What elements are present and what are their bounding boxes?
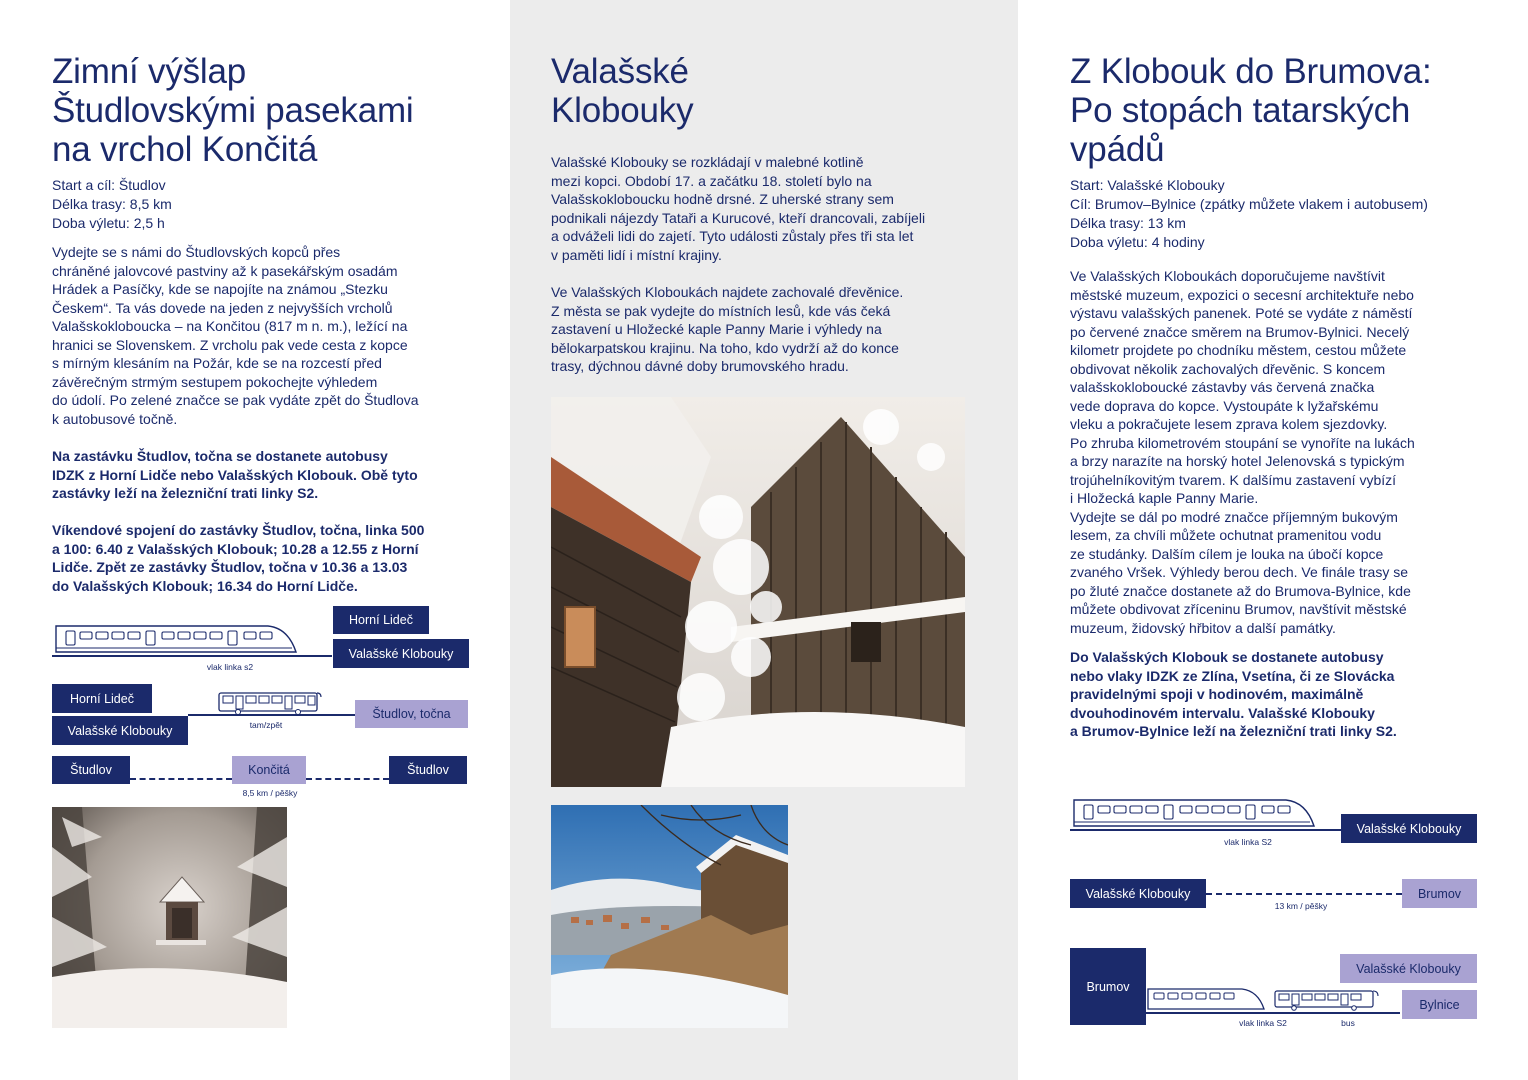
meta-duration: Doba výletu: 4 hodiny [1070, 234, 1205, 250]
panel1-weekend-timetable [52, 521, 424, 595]
panel1-title [52, 52, 414, 169]
body-line: Českem“. Ta vás dovede na jeden z nejvyšších vrcholů [52, 299, 393, 316]
body-line: IDZK z Horní Lidče nebo Valašských Klobouk. Obě tyto [52, 466, 418, 483]
body-line: Valašskokloboucka – na Končitou (817 m n. m.), ležící na [52, 318, 408, 334]
body-line: Valašskokloboucku hodně drsné. Z uherské strany sem [551, 191, 894, 207]
return-end-valasske-klobouky: Valašské Klobouky [1340, 954, 1477, 983]
body-line: výstavu valašských panenek. Poté se vydáte z náměstí [1070, 305, 1413, 321]
body-line: Po zhruba kilometrovém stoupání se vynoříte na lukách [1070, 434, 1415, 451]
title-line: na vrchol Končitá [52, 130, 318, 169]
body-line: a brzy narazíte na horský hotel Jelenovská s typickým [1070, 453, 1405, 469]
body-line: nebo vlaky IDZK ze Zlína, Vsetína, či ze Slovácka [1070, 667, 1395, 684]
panel-valasske-klobouky [510, 0, 1018, 1080]
body-line: pravidelnými spoji v hodinovém, maximálně [1070, 686, 1364, 702]
title-line: Klobouky [551, 91, 694, 130]
body-line: Na zastávku Študlov, točna se dostanete autobusy [52, 448, 388, 464]
train-icon [52, 624, 298, 656]
body-line: Do Valašských Klobouk se dostanete autobusy [1070, 649, 1384, 665]
body-line: hranici se Slovenskem. Z vrcholu pak vede cesta z kopce [52, 336, 408, 353]
panel2-intro [551, 153, 925, 264]
train-icon [1070, 798, 1316, 830]
body-line: mezi kopci. Období 17. a začátku 18. století bylo na [551, 172, 872, 189]
stop-label-horni-lidec-bus: Horní Lideč [52, 684, 152, 713]
title-line: Po stopách tatarských [1070, 91, 1411, 130]
bus-icon [218, 691, 322, 715]
body-line: Z města se pak vydejte do místních lesů, kde vás čeká [551, 302, 891, 319]
body-line: do údolí. Po zelené značce se pak vydáte zpět do Študlova [52, 392, 419, 408]
return-route-line [1146, 1012, 1400, 1014]
bus-icon [1274, 989, 1380, 1011]
meta-duration: Doba výletu: 2,5 h [52, 215, 165, 231]
panel3-title [1070, 52, 1432, 169]
return-bus-caption: bus [1341, 1018, 1355, 1028]
body-line: bělokarpatskou krajinu. Na toho, kdo vydrží až do konce [551, 339, 899, 356]
body-line: zvaného Vršek. Výhledy berou dech. Ve finále trasy se [1070, 564, 1409, 580]
photo-town-view-winter [551, 805, 788, 1028]
title-line: Zimní výšlap [52, 52, 247, 91]
body-line: Vydejte se s námi do Študlovských kopců přes [52, 244, 341, 260]
walk-caption: 13 km / pěšky [1274, 901, 1328, 911]
panel-studlov-hike [0, 0, 510, 1080]
body-line: trojúhelníkovitým tvarem. K dalšímu zastavení vybízí [1070, 471, 1397, 488]
walk-end-brumov: Brumov [1402, 879, 1477, 908]
walk-route-line [130, 778, 232, 780]
title-line: Študlovskými pasekami [52, 91, 414, 130]
walk-start-studlov: Študlov [52, 756, 130, 784]
walk-route-line [306, 778, 389, 780]
panel1-body [52, 243, 419, 428]
stop-label-valasske-klobouky-bus: Valašské Klobouky [52, 716, 188, 745]
body-line: Hrádek a Pasíčky, kde se napojíte na známou „Stezku [52, 281, 388, 297]
body-line: valašskokloboucké zástavby vás červená značka [1070, 379, 1375, 395]
body-line: a odváželi lidi do zajetí. Tyto události zůstaly přes tři sta let [551, 228, 914, 244]
meta-start: Start: Valašské Klobouky [1070, 177, 1225, 193]
trip-meta [1070, 176, 1428, 252]
body-line: k autobusové točně. [52, 410, 178, 427]
body-line: a 100: 6.40 z Valašských Klobouk; 10.28 a 12.55 z Horní [52, 540, 419, 557]
walk-mid-koncita: Končitá [232, 756, 306, 784]
body-line: po žluté značce dostanete až do Brumova-Bylnice, kde [1070, 582, 1411, 599]
train-caption: vlak linka s2 [206, 662, 254, 672]
meta-length: Délka trasy: 8,5 km [52, 196, 172, 212]
walk-end-studlov: Študlov [389, 756, 467, 784]
body-line: Valašské Klobouky se rozkládají v malebné kotlině [551, 154, 864, 170]
body-line: Ve Valašských Kloboukách najdete zachovalé dřevěnice. [551, 284, 904, 300]
stop-label-studlov-tocna: Študlov, točna [355, 700, 468, 728]
body-line: podnikali nájezdy Tataři a Kurucové, kteří drancovali, zabíjeli [551, 209, 926, 226]
body-line: lesem, za chvíli můžete ochutnat pramenitou vodu [1070, 527, 1382, 543]
meta-start: Start a cíl: Študlov [52, 177, 166, 193]
train-track [1070, 829, 1342, 831]
walk-caption: 8,5 km / pěšky [242, 788, 298, 798]
walk-start-valasske-klobouky: Valašské Klobouky [1070, 879, 1206, 908]
body-line: Ve Valašských Kloboukách doporučujeme navštívit [1070, 268, 1385, 284]
body-line: a Brumov-Bylnice leží na železniční trati linky S2. [1070, 723, 1397, 739]
panel1-transport-info [52, 447, 418, 503]
body-line: vleku a pokračujete lesem zprava kolem sjezdovky. [1070, 416, 1388, 432]
trip-meta [52, 176, 172, 233]
return-start-brumov: Brumov [1070, 948, 1146, 1025]
meta-length: Délka trasy: 13 km [1070, 215, 1186, 231]
body-line: muzeum, židovský hřbitov a další památky. [1070, 619, 1336, 636]
body-line: trasy, dýchnou dávné doby brumovského hradu. [551, 358, 849, 374]
panel-klobouky-to-brumov [1018, 0, 1528, 1080]
stop-label-valasske-klobouky: Valašské Klobouky [333, 639, 469, 668]
body-line: obdivovat několik zachovalých dřevěnic. S koncem [1070, 360, 1386, 377]
body-line: i Hložecká kaple Panny Marie. [1070, 490, 1259, 506]
body-line: Vydejte se dál po modré značce příjemným bukovým [1070, 508, 1398, 525]
title-line: vpádů [1070, 130, 1165, 169]
body-line: Víkendové spojení do zastávky Študlov, točna, linka 500 [52, 522, 425, 538]
walk-route-line [1206, 893, 1402, 895]
train-caption: vlak linka S2 [1224, 837, 1272, 847]
body-line: s mírným klesáním na Požár, kde se na rozcestí před [52, 355, 382, 371]
photo-wooden-cottage-snow [551, 397, 965, 787]
bus-caption: tam/zpět [249, 720, 283, 730]
meta-destination: Cíl: Brumov–Bylnice (zpátky můžete vlakem i autobusem) [1070, 196, 1428, 212]
photo-snowy-forest-shelter [52, 807, 287, 1028]
body-line: můžete obdivovat zříceninu Brumov, navštívit městské [1070, 601, 1407, 617]
body-line: do Valašských Klobouk; 16.34 do Horní Lidče. [52, 577, 358, 594]
stop-label-valasske-klobouky: Valašské Klobouky [1341, 814, 1477, 843]
title-line: Valašské [551, 52, 689, 91]
body-line: zastavení u Hložecké kaple Panny Marie i výhledy na [551, 321, 882, 337]
return-end-bylnice: Bylnice [1402, 990, 1477, 1019]
return-train-caption: vlak linka S2 [1239, 1018, 1287, 1028]
body-line: kilometr projdete po chodníku městem, cestou můžete [1070, 342, 1407, 358]
panel2-title [551, 52, 693, 130]
body-line: ze studánky. Dalším cílem je louka na úbočí kopce [1070, 545, 1384, 562]
train-icon [1146, 987, 1266, 1011]
body-line: městské muzeum, expozici o secesní architektuře nebo [1070, 286, 1414, 303]
body-line: vede doprava do kopce. Vystoupáte k lyžařskému [1070, 397, 1379, 414]
body-line: Lidče. Zpět ze zastávky Študlov, točna v 10.36 a 13.03 [52, 559, 408, 575]
title-line: Z Klobouk do Brumova: [1070, 52, 1432, 91]
stop-label-horni-lidec: Horní Lideč [333, 606, 429, 634]
bus-route-line [188, 714, 355, 716]
body-line: v paměti lidí i místní krajiny. [551, 246, 722, 263]
body-line: závěrečným strmým sestupem pokochejte výhledem [52, 373, 378, 390]
body-line: zastávky leží na železniční trati linky S2. [52, 485, 319, 501]
panel3-body [1070, 267, 1415, 637]
train-track [52, 655, 332, 657]
body-line: chráněné jalovcové pastviny až k pasekářským osadám [52, 262, 398, 279]
panel3-transport-info [1070, 648, 1397, 741]
body-line: dvouhodinovém intervalu. Valašské Klobouky [1070, 704, 1375, 721]
panel2-cottages [551, 283, 903, 376]
body-line: po červené značce směrem na Brumov-Bylnici. Necelý [1070, 323, 1410, 340]
